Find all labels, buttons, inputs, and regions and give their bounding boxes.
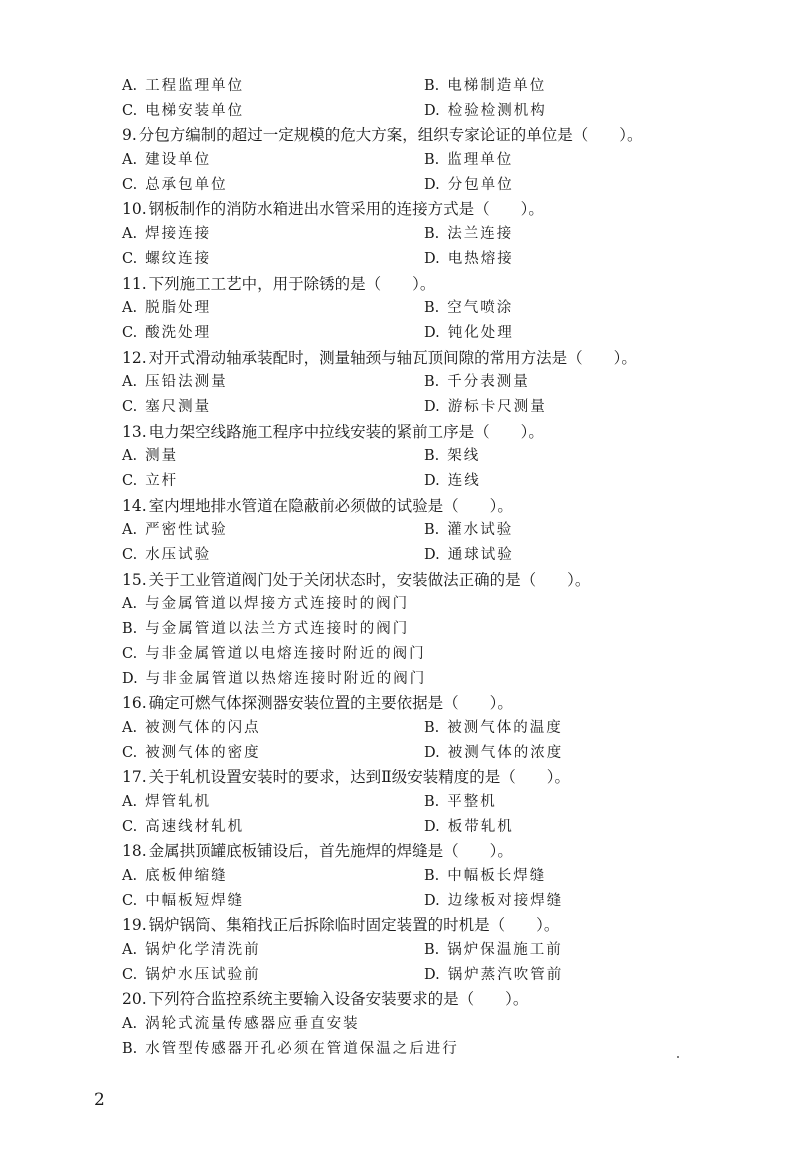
option-letter: B.	[424, 300, 440, 317]
option-text: 法兰连接	[447, 226, 514, 243]
option-letter: B.	[424, 793, 440, 810]
option-text: 测量	[145, 448, 179, 465]
option-letter: C.	[122, 892, 138, 909]
question-number: 13.	[122, 422, 147, 441]
option-row	[122, 74, 722, 99]
answer-option	[424, 296, 513, 321]
option-row	[122, 321, 722, 346]
question-number: 16.	[122, 694, 147, 713]
option-text: 电热熔接	[447, 250, 514, 267]
option-row	[122, 889, 722, 914]
question-block	[122, 839, 722, 913]
option-row	[122, 444, 722, 469]
option-letter: D.	[424, 744, 440, 761]
answer-option	[424, 938, 563, 963]
answer-option	[122, 469, 424, 494]
option-row	[122, 741, 722, 766]
option-letter: A.	[122, 78, 138, 94]
question-text: 室内埋地排水管道在隐蔽前必须做的试验是（ ）。	[148, 496, 513, 515]
question-text: 对开式滑动轴承装配时，测量轴颈与轴瓦顶间隙的常用方法是（ ）。	[148, 348, 637, 367]
question-text: 下列符合监控系统主要输入设备安装要求的是（ ）。	[148, 990, 529, 1009]
answer-option	[122, 815, 424, 840]
option-letter: A.	[122, 300, 138, 317]
option-text: 水压试验	[145, 547, 212, 564]
question-block	[122, 197, 722, 271]
answer-option	[424, 543, 514, 568]
option-text: 锅炉化学清洗前	[145, 942, 261, 959]
option-row	[122, 543, 722, 568]
option-text: 灌水试验	[447, 522, 514, 539]
question-stem	[122, 420, 722, 445]
option-row	[122, 1037, 722, 1062]
answer-option	[122, 1037, 459, 1062]
question-block	[122, 987, 722, 1061]
answer-option	[122, 963, 424, 988]
question-block	[122, 691, 722, 765]
answer-option	[424, 173, 514, 198]
answer-option	[424, 518, 513, 543]
option-letter: A.	[122, 448, 138, 465]
option-row	[122, 469, 722, 494]
option-text: 与金属管道以焊接方式连接时的阀门	[145, 596, 410, 613]
option-text: 总承包单位	[145, 176, 228, 193]
option-letter: B.	[424, 719, 440, 736]
question-stem	[122, 568, 722, 593]
option-text: 被测气体的闪点	[145, 719, 261, 736]
answer-option	[122, 74, 424, 99]
option-row	[122, 395, 722, 420]
question-text: 关于工业管道阀门处于关闭状态时，安装做法正确的是（ ）。	[148, 570, 591, 589]
answer-option	[122, 543, 424, 568]
scan-speck	[677, 1056, 679, 1058]
question-block	[122, 568, 722, 691]
option-letter: B.	[424, 374, 440, 391]
option-letter: A.	[122, 596, 138, 613]
option-row	[122, 518, 722, 543]
answer-option	[424, 395, 547, 420]
option-text: 脱脂处理	[145, 300, 212, 317]
question-stem	[122, 346, 722, 371]
option-letter: C.	[122, 645, 138, 662]
option-row	[122, 963, 722, 988]
answer-option	[424, 247, 514, 272]
option-letter: C.	[122, 744, 138, 761]
option-text: 连线	[447, 473, 481, 489]
answer-option	[424, 74, 546, 99]
option-letter: B.	[122, 621, 138, 638]
option-letter: D.	[424, 547, 440, 564]
option-row	[122, 99, 722, 124]
answer-option	[424, 815, 514, 840]
answer-option	[122, 642, 426, 667]
option-letter: A.	[122, 942, 138, 959]
option-text: 水管型传感器开孔必须在管道保温之后进行	[145, 1040, 459, 1057]
answer-option	[122, 148, 424, 173]
option-letter: A.	[122, 719, 138, 736]
question-stem	[122, 913, 722, 938]
option-letter: B.	[424, 522, 440, 539]
option-text: 焊管轧机	[145, 793, 212, 810]
answer-option	[122, 370, 424, 395]
option-row	[122, 592, 722, 617]
option-text: 板带轧机	[447, 818, 514, 835]
option-letter: A.	[122, 868, 138, 884]
option-text: 电梯制造单位	[447, 78, 547, 94]
option-letter: B.	[424, 226, 440, 243]
option-row	[122, 247, 722, 272]
option-letter: C.	[122, 818, 138, 835]
option-letter: D.	[122, 670, 138, 687]
question-number: 19.	[122, 916, 147, 935]
option-letter: A.	[122, 374, 138, 391]
option-letter: A.	[122, 522, 138, 539]
answer-option	[424, 321, 514, 346]
answer-option	[424, 790, 497, 815]
option-text: 焊接连接	[145, 226, 212, 243]
option-text: 钝化处理	[447, 324, 514, 341]
answer-option	[424, 889, 563, 914]
option-row	[122, 222, 722, 247]
option-letter: D.	[424, 473, 440, 489]
option-letter: D.	[424, 176, 440, 193]
question-stem	[122, 987, 722, 1012]
option-text: 与非金属管道以热熔连接时附近的阀门	[145, 670, 427, 687]
answer-option	[122, 247, 424, 272]
answer-option	[424, 222, 513, 247]
option-row	[122, 815, 722, 840]
option-text: 被测气体的温度	[447, 719, 563, 736]
question-number: 14.	[122, 496, 147, 515]
question-text: 钢板制作的消防水箱进出水管采用的连接方式是（ ）。	[148, 200, 544, 219]
option-text: 高速线材轧机	[145, 818, 245, 835]
answer-option	[122, 99, 424, 124]
option-letter: C.	[122, 547, 138, 564]
option-text: 压铅法测量	[145, 374, 228, 391]
option-row	[122, 370, 722, 395]
option-text: 酸洗处理	[145, 324, 212, 341]
question-stem	[122, 839, 722, 864]
option-row	[122, 667, 722, 692]
option-text: 分包单位	[447, 176, 514, 193]
answer-option	[424, 148, 513, 173]
option-text: 塞尺测量	[145, 398, 212, 415]
answer-option	[122, 716, 424, 741]
option-text: 锅炉蒸汽吹管前	[447, 966, 564, 983]
question-block	[122, 913, 722, 987]
option-letter: B.	[424, 868, 440, 884]
answer-option	[122, 1012, 360, 1037]
answer-option	[424, 864, 546, 889]
answer-option	[424, 99, 547, 124]
answer-option	[122, 296, 424, 321]
option-letter: D.	[424, 324, 440, 341]
question-stem	[122, 197, 722, 222]
option-letter: A.	[122, 1016, 138, 1033]
question-stem	[122, 494, 722, 519]
option-text: 电梯安装单位	[145, 102, 245, 119]
question-text: 确定可燃气体探测器安装位置的主要依据是（ ）。	[148, 694, 513, 713]
answer-option	[122, 938, 424, 963]
option-text: 底板伸缩缝	[145, 868, 228, 884]
option-letter: D.	[424, 818, 440, 835]
option-row	[122, 716, 722, 741]
option-text: 监理单位	[447, 152, 514, 169]
answer-option	[122, 173, 424, 198]
option-text: 与金属管道以法兰方式连接时的阀门	[145, 621, 410, 638]
answer-option	[122, 518, 424, 543]
option-text: 通球试验	[447, 547, 514, 564]
option-text: 涡轮式流量传感器应垂直安装	[145, 1016, 360, 1033]
question-block	[122, 494, 722, 568]
answer-option	[122, 667, 426, 692]
question-number: 9.	[122, 126, 137, 145]
question-block	[122, 272, 722, 346]
question-block	[122, 765, 722, 839]
question-text: 金属拱顶罐底板铺设后，首先施焊的焊缝是（ ）。	[148, 842, 513, 861]
question-text: 关于轧机设置安装时的要求，达到Ⅱ级安装精度的是（ ）。	[148, 768, 570, 787]
option-text: 中幅板长焊缝	[447, 868, 547, 884]
answer-option	[122, 741, 424, 766]
answer-option	[122, 444, 424, 469]
option-text: 锅炉水压试验前	[145, 966, 261, 983]
option-text: 螺纹连接	[145, 250, 212, 267]
option-text: 千分表测量	[447, 374, 530, 391]
option-text: 建设单位	[145, 152, 212, 169]
question-number: 12.	[122, 348, 147, 367]
option-letter: B.	[122, 1040, 138, 1057]
option-text: 架线	[447, 448, 481, 465]
question-stem	[122, 691, 722, 716]
option-text: 空气喷涂	[447, 300, 514, 317]
option-letter: C.	[122, 473, 138, 489]
option-text: 被测气体的浓度	[447, 744, 564, 761]
answer-option	[424, 963, 563, 988]
option-letter: C.	[122, 398, 138, 415]
question-stem	[122, 272, 722, 297]
option-letter: D.	[424, 892, 440, 909]
question-stem	[122, 123, 722, 148]
question-list	[122, 74, 722, 1062]
option-row	[122, 617, 722, 642]
option-text: 中幅板短焊缝	[145, 892, 245, 909]
answer-option	[424, 741, 563, 766]
option-letter: B.	[424, 942, 440, 959]
option-letter: B.	[424, 78, 440, 94]
option-row	[122, 148, 722, 173]
question-text: 锅炉锅筒、集箱找正后拆除临时固定装置的时机是（ ）。	[148, 916, 560, 935]
question-number: 10.	[122, 200, 147, 219]
option-text: 与非金属管道以电熔连接时附近的阀门	[145, 645, 426, 662]
option-text: 锅炉保温施工前	[447, 942, 563, 959]
question-block	[122, 420, 722, 494]
answer-option	[424, 469, 481, 494]
option-letter: C.	[122, 324, 138, 341]
answer-option	[122, 790, 424, 815]
option-text: 工程监理单位	[145, 78, 245, 94]
option-row	[122, 790, 722, 815]
question-number: 11.	[122, 274, 147, 293]
question-number: 17.	[122, 768, 147, 787]
option-letter: C.	[122, 176, 138, 193]
option-letter: C.	[122, 966, 138, 983]
answer-option	[424, 716, 563, 741]
option-letter: A.	[122, 152, 138, 169]
option-letter: D.	[424, 398, 440, 415]
option-text: 被测气体的密度	[145, 744, 261, 761]
option-letter: D.	[424, 102, 440, 119]
answer-option	[122, 395, 424, 420]
question-block	[122, 123, 722, 197]
question-number: 15.	[122, 570, 147, 589]
option-row	[122, 173, 722, 198]
option-row	[122, 938, 722, 963]
answer-option	[424, 444, 480, 469]
question-number: 20.	[122, 990, 147, 1009]
answer-option	[424, 370, 530, 395]
question-text: 分包方编制的超过一定规模的危大方案，组织专家论证的单位是（ ）。	[138, 126, 643, 145]
option-letter: A.	[122, 226, 138, 243]
option-text: 游标卡尺测量	[447, 398, 547, 415]
option-letter: B.	[424, 448, 440, 465]
answer-option	[122, 592, 409, 617]
option-letter: C.	[122, 250, 138, 267]
question-text: 下列施工工艺中，用于除锈的是（ ）。	[148, 274, 436, 293]
option-letter: B.	[424, 152, 440, 169]
option-text: 立杆	[145, 473, 179, 489]
answer-option	[122, 222, 424, 247]
option-text: 平整机	[447, 793, 497, 810]
option-row	[122, 296, 722, 321]
option-text: 检验检测机构	[447, 102, 547, 119]
question-block	[122, 346, 722, 420]
option-row	[122, 864, 722, 889]
question-stem	[122, 765, 722, 790]
answer-option	[122, 889, 424, 914]
option-letter: D.	[424, 966, 440, 983]
option-letter: D.	[424, 250, 440, 267]
option-text: 边缘板对接焊缝	[447, 892, 564, 909]
option-letter: A.	[122, 793, 138, 810]
answer-option	[122, 864, 424, 889]
page-number: 2	[94, 1090, 105, 1110]
option-text: 严密性试验	[145, 522, 228, 539]
answer-option	[122, 321, 424, 346]
option-letter: C.	[122, 102, 138, 119]
answer-option	[122, 617, 409, 642]
option-row	[122, 642, 722, 667]
option-row	[122, 1012, 722, 1037]
question-text: 电力架空线路施工程序中拉线安装的紧前工序是（ ）。	[148, 422, 544, 441]
question-number: 18.	[122, 842, 147, 861]
